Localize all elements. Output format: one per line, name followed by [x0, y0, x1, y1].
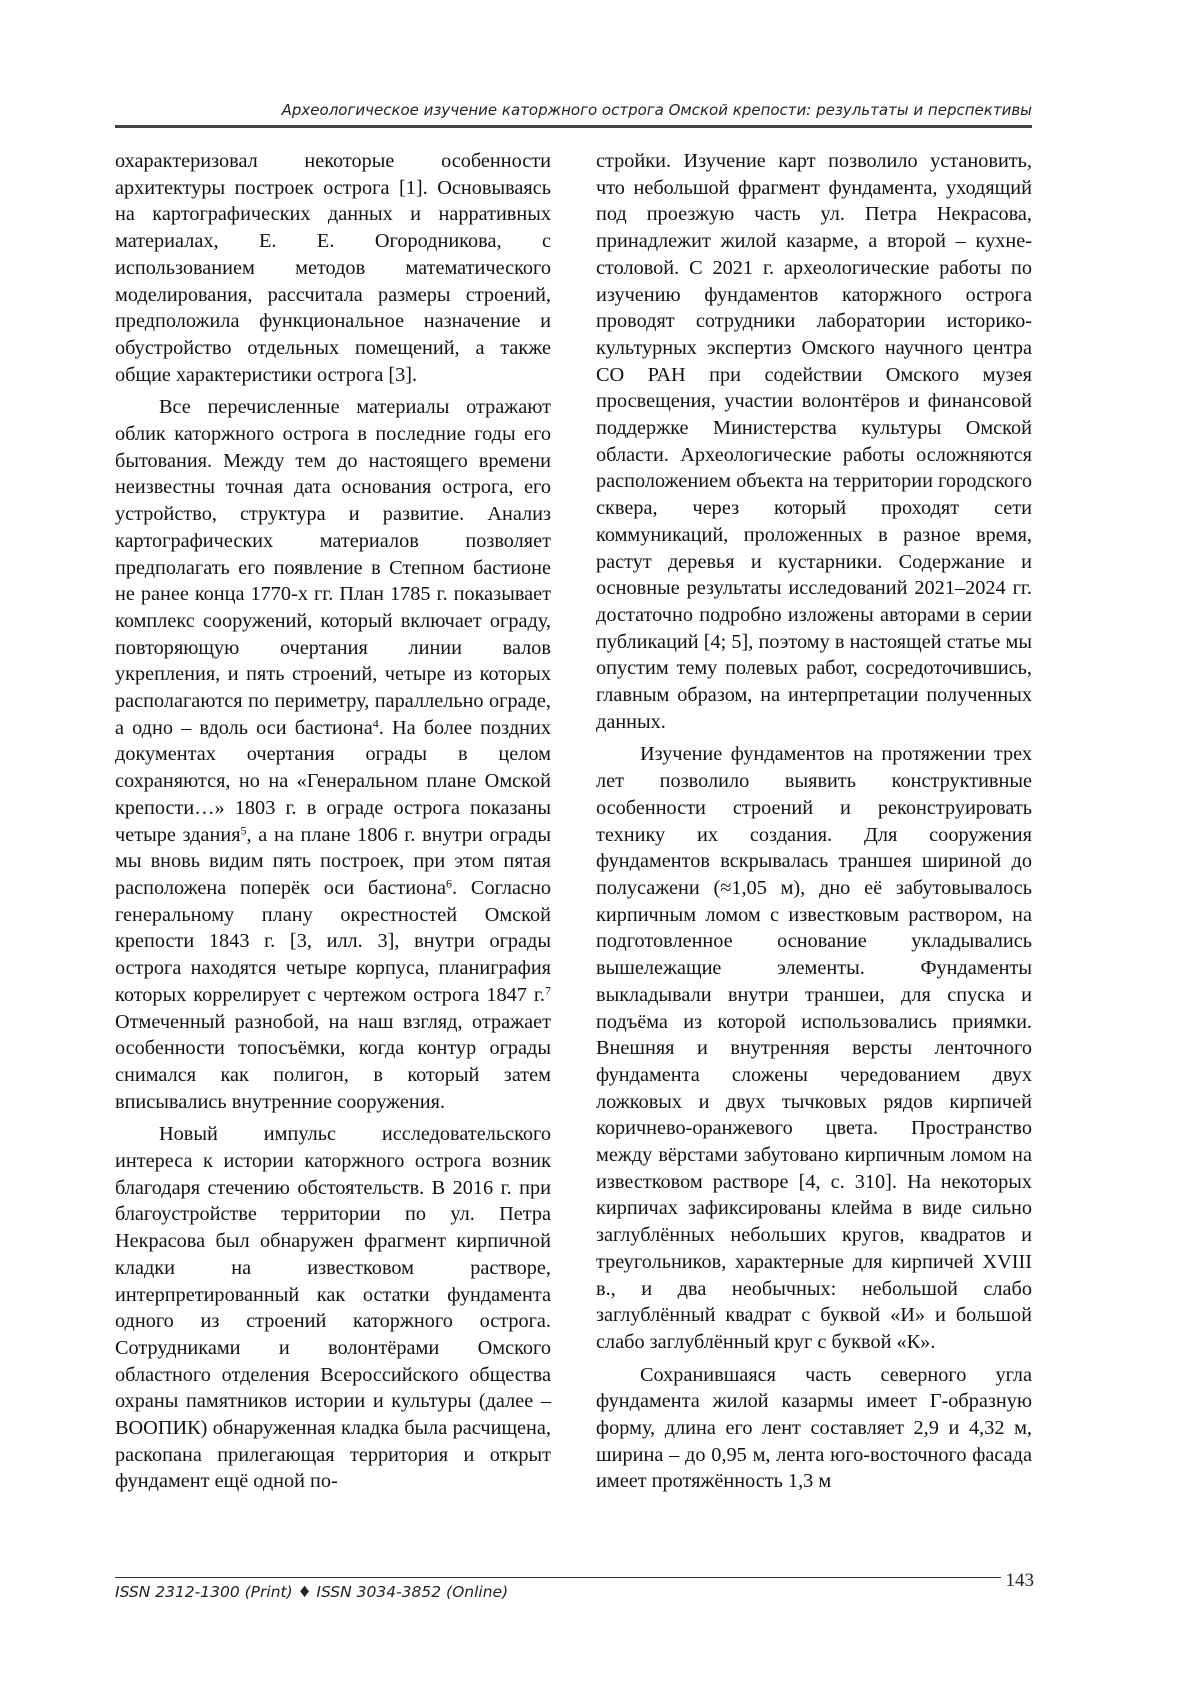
right-column — [596, 148, 1032, 1495]
text-run: . Согласно генеральному плану окрестностей Омской крепости 1843 г. [3, илл. 3], внутри ограды острога находятся четыре корпуса, планиграфия которых коррелирует с чертежом острога 1847 г. — [115, 876, 552, 1006]
footnote-ref: 5 — [240, 822, 247, 837]
header-rule — [115, 125, 1032, 128]
text-run: охарактеризовал некоторые особенности архитектуры построек острога [1]. Основываясь на картографических данных и нарративных материалах, Е. Е. Огородникова, с использованием методов математического моделирования, рассчитала размеры строений, предположила функциональное назначение и обустройство отдельных помещений, а также общие характеристики острога [3]. — [115, 150, 551, 386]
footer-rule — [115, 1577, 1001, 1578]
footnote-ref: 6 — [446, 876, 453, 891]
right-paragraph-1 — [596, 148, 1032, 735]
footnote-ref: 7 — [545, 983, 551, 998]
text-run: стройки. Изучение карт позволило установить, что небольшой фрагмент фундамента, уходящий под проезжую часть ул. Петра Некрасова, принадлежит жилой казарме, а второй – кухне-столовой. С 2021 г. археологические работы по изучению фундаментов каторжного острога проводят сотрудники лаборатории историко-культурных экспертиз Омского научного центра СО РАН при содействии Омского музея просвещения, участии волонтёров и финансовой поддержке Министерства культуры Омской области. Археологические работы осложняются расположением объекта на территории городского сквера, через который проходят сети коммуникаций, проложенных в разное время, растут деревья и кустарники. Содержание и основные результаты исследований 2021–2024 гг. достаточно подробно изложены авторами в серии публикаций [4; 5], поэтому в настоящей статье мы опустим тему полевых работ, сосредоточившись, главным образом, на интерпретации полученных данных. — [596, 150, 1032, 733]
left-column — [115, 148, 551, 1495]
text-run: , а на плане 1806 г. внутри ограды мы вновь видим пять построек, при этом пятая расположена поперёк оси бастиона — [115, 823, 552, 899]
left-paragraph-1 — [115, 148, 551, 388]
text-run: . На более поздних документах очертания ограды в целом сохраняются, но на «Генеральном плане Омской крепости…» 1803 г. в ограде острога показаны четыре здания — [115, 716, 551, 846]
text-run: Изучение фундаментов на протяжении трех лет позволило выявить конструктивные особенности строений и реконструировать технику их создания. Для сооружения фундаментов вскрывалась траншея шириной до полусажени (≈1,05 м), дно её забутовывалось кирпичным ломом с известковым раствором, на подготовленное основание укладывались вышележащие элементы. Фундаменты выкладывали внутри траншеи, для спуска и подъёма из которой использовались приямки. Внешняя и внутренняя версты ленточного фундамента сложены чередованием двух ложковых и двух тычковых рядов кирпичей коричнево-оранжевого цвета. Пространство между вёрстами забутовано кирпичным ломом на известковом растворе [4, с. 310]. На некоторых кирпичах зафиксированы клейма в виде сильно заглублённых небольших кругов, квадратов и треугольников, характерные для кирпичей XVIII в., и два необычных: небольшой слабо заглублённый квадрат с буквой «И» и большой слабо заглублённый круг с буквой «К». — [596, 743, 1032, 1353]
text-run: Сохранившаяся часть северного угла фундамента жилой казармы имеет Г-образную форму, длина его лент составляет 2,9 и 4,32 м, ширина – до 0,95 м, лента юго-восточного фасада имеет протяжённость 1,3 м — [596, 1363, 1032, 1493]
left-paragraph-3 — [115, 1121, 551, 1495]
page-number: 143 — [1005, 1570, 1034, 1591]
text-run: Новый импульс исследовательского интереса к истории каторжного острога возник благодаря стечению обстоятельств. В 2016 г. при благоустройстве территории по ул. Петра Некрасова был обнаружен фрагмент кирпичной кладки на известковом растворе, интерпретированный как остатки фундамента одного из строений каторжного острога. Сотрудниками и волонтёрами Омского областного отделения Всероссийского общества охраны памятников истории и культуры (далее – ВООПИК) обнаруженная кладка была расчищена, раскопана прилегающая территория и открыт фундамент ещё одной по- — [115, 1123, 551, 1493]
right-paragraph-2 — [596, 741, 1032, 1355]
footnote-ref: 4 — [372, 716, 379, 731]
text-run: Все перечисленные материалы отражают облик каторжного острога в последние годы его бытования. Между тем до настоящего времени неизвестны точная дата основания острога, его устройство, структура и развитие. Анализ картографических материалов позволяет предполагать его появление в Степном бастионе не ранее конца 1770-х гг. План 1785 г. показывает комплекс сооружений, который включает ограду, повторяющую очертания линии валов укрепления, и пять строений, четыре из которых располагаются по периметру, параллельно ограде, а одно – вдоль оси бастиона — [115, 396, 551, 739]
running-title: Археологическое изучение каторжного острога Омской крепости: результаты и перспективы — [281, 101, 1032, 119]
right-paragraph-3 — [596, 1362, 1032, 1496]
left-paragraph-2 — [115, 394, 551, 1115]
issn-line: ISSN 2312-1300 (Print) ♦ ISSN 3034-3852 (Online) — [115, 1583, 509, 1601]
text-run: Отмеченный разнобой, на наш взгляд, отражает особенности топосъёмки, когда контур ограды снимался как полигон, в который затем вписывались внутренние сооружения. — [115, 1010, 551, 1113]
